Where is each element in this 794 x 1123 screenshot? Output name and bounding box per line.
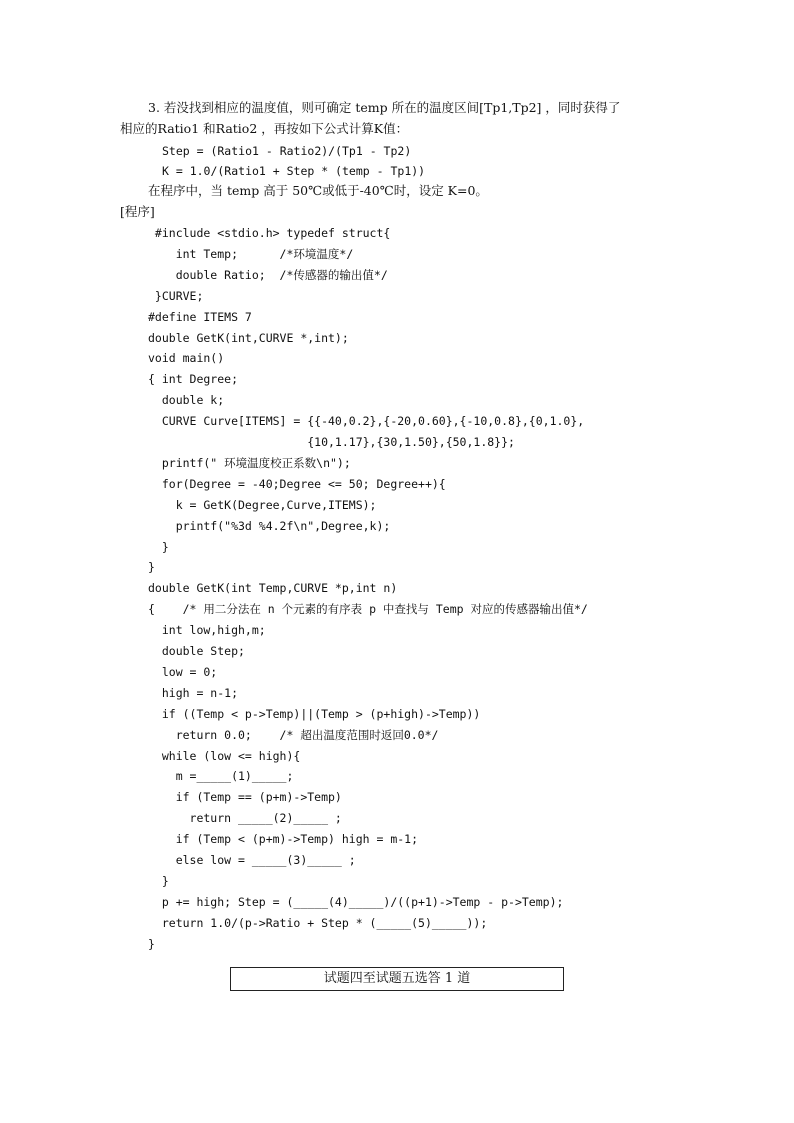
code-line: {10,1.17},{30,1.50},{50,1.8}};	[148, 435, 515, 449]
code-line: }	[148, 873, 169, 888]
code-line: int low,high,m;	[148, 623, 266, 638]
code-line: { int Degree;	[148, 372, 239, 387]
code-line: k = GetK(Degree,Curve,ITEMS);	[148, 497, 377, 512]
code-line: return _____(2)_____ ;	[148, 811, 342, 826]
code-line: int Temp; /*环境温度*/	[148, 246, 354, 261]
code-line: double GetK(int Temp,CURVE *p,int n)	[148, 581, 398, 596]
code-line: m =_____(1)_____;	[148, 769, 294, 784]
section-choice-box: 试题四至试题五选答 1 道	[230, 967, 564, 991]
code-line: p += high; Step = (_____(4)_____)/((p+1)->Temp - p->Temp);	[148, 894, 564, 909]
intro-line-2: 相应的Ratio1 和Ratio2 ，再按如下公式计算K值：	[120, 121, 409, 136]
code-line: if (Temp == (p+m)->Temp)	[148, 790, 342, 805]
code-line: }	[148, 539, 169, 554]
code-line: }	[148, 936, 155, 951]
code-line: void main()	[148, 351, 225, 366]
code-line: for(Degree = -40;Degree <= 50; Degree++){	[148, 476, 446, 491]
intro-line-1: 3. 若没找到相应的温度值，则可确定 temp 所在的温度区间[Tp1,Tp2] ，同时获得了	[148, 100, 621, 115]
program-label: [程序]	[120, 204, 155, 219]
code-line: while (low <= high){	[148, 748, 301, 763]
code-line: low = 0;	[148, 664, 218, 679]
code-line: return 0.0; /* 超出温度范围时返回0.0*/	[148, 727, 439, 742]
code-line: high = n-1;	[148, 685, 239, 700]
code-line: else low = _____(3)_____ ;	[148, 853, 356, 867]
code-line: printf("%3d %4.2f\n",Degree,k);	[148, 518, 391, 533]
code-line: #include <stdio.h> typedef struct{	[148, 226, 391, 240]
code-line: #define ITEMS 7	[148, 309, 252, 324]
formula-k: K = 1.0/(Ratio1 + Step * (temp - Tp1))	[162, 164, 426, 178]
code-line: double GetK(int,CURVE *,int);	[148, 330, 349, 345]
code-line: CURVE Curve[ITEMS] = {{-40,0.2},{-20,0.60},{-10,0.8},{0,1.0},	[148, 414, 585, 429]
intro-paragraph-2: 在程序中，当 temp 高于 50℃或低于-40℃时，设定 K=0。	[148, 183, 488, 198]
code-line: { /* 用二分法在 n 个元素的有序表 p 中查找与 Temp 对应的传感器输出值*/	[148, 602, 588, 617]
code-line: printf(" 环境温度校正系数\n");	[148, 455, 351, 470]
formula-step: Step = (Ratio1 - Ratio2)/(Tp1 - Tp2)	[162, 144, 412, 158]
code-line: }CURVE;	[148, 288, 204, 303]
code-line: if ((Temp < p->Temp)||(Temp > (p+high)->Temp))	[148, 706, 481, 721]
code-line: double Step;	[148, 644, 245, 658]
code-line: return 1.0/(p->Ratio + Step * (_____(5)_____));	[148, 915, 488, 930]
code-line: if (Temp < (p+m)->Temp) high = m-1;	[148, 832, 419, 847]
code-line: double Ratio; /*传感器的输出值*/	[148, 267, 388, 282]
code-line: double k;	[148, 393, 225, 408]
code-line: }	[148, 560, 155, 575]
